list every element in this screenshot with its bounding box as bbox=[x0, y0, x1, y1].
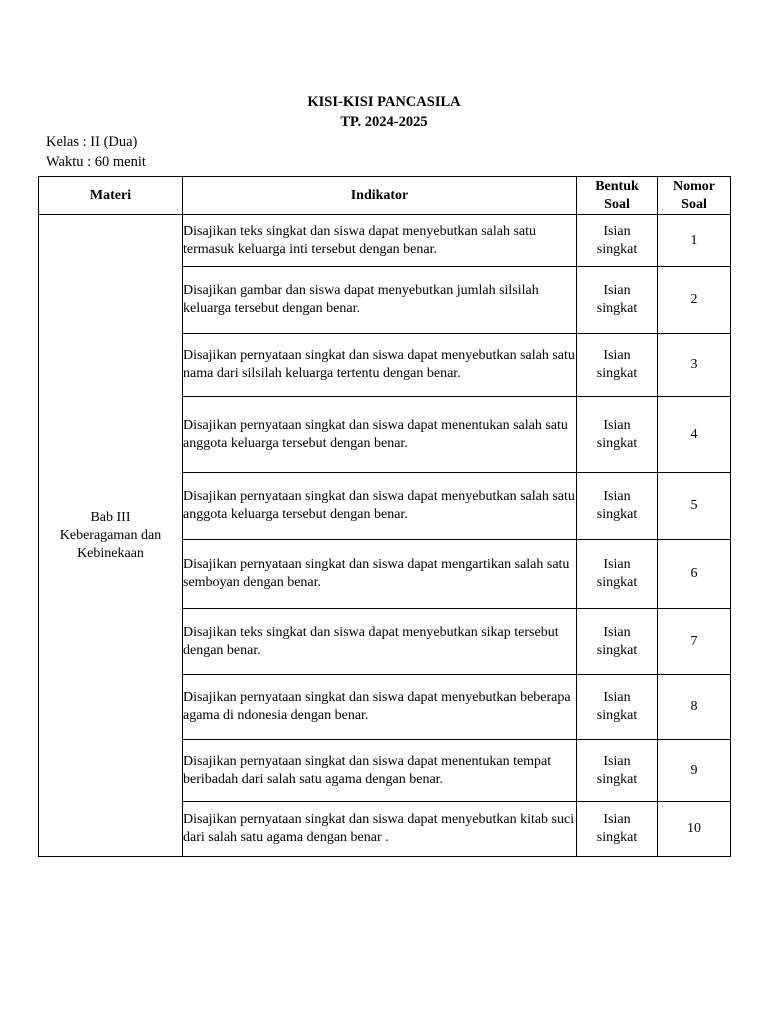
nomor-cell: 8 bbox=[658, 675, 731, 740]
header-indikator: Indikator bbox=[183, 177, 577, 215]
nomor-cell: 5 bbox=[658, 473, 731, 540]
bentuk-line1: Isian bbox=[603, 223, 631, 239]
bentuk-line1: Isian bbox=[603, 690, 631, 705]
indikator-cell: Disajikan pernyataan singkat dan siswa dapat menyebutkan salah satu anggota keluarga tersebut dengan benar. bbox=[183, 473, 577, 540]
indikator-cell: Disajikan pernyataan singkat dan siswa dapat menyebutkan beberapa agama di ndonesia dengan benar. bbox=[183, 675, 577, 740]
bentuk-line1: Isian bbox=[603, 812, 631, 827]
header-nomor-line1: Nomor bbox=[673, 178, 715, 194]
indikator-cell: Disajikan pernyataan singkat dan siswa dapat mengartikan salah satu semboyan dengan benar. bbox=[183, 540, 577, 609]
bentuk-cell bbox=[577, 609, 658, 675]
bentuk-line1: Isian bbox=[603, 417, 631, 433]
bentuk-line2: singkat bbox=[596, 708, 638, 723]
bentuk-line2: singkat bbox=[596, 830, 638, 845]
bentuk-line1: Isian bbox=[603, 557, 631, 572]
bentuk-line1: Isian bbox=[603, 283, 631, 298]
nomor-cell: 9 bbox=[658, 740, 731, 802]
nomor-cell: 7 bbox=[658, 609, 731, 675]
document-year: TP. 2024-2025 bbox=[340, 114, 428, 130]
bentuk-line1: Isian bbox=[603, 348, 631, 363]
bentuk-cell bbox=[577, 540, 658, 609]
kisi-kisi-table bbox=[38, 176, 731, 857]
bentuk-line1: Isian bbox=[603, 753, 631, 769]
materi-line1: Bab III bbox=[90, 509, 131, 525]
header-materi: Materi bbox=[39, 177, 183, 215]
bentuk-line2: singkat bbox=[596, 642, 638, 658]
materi-cell bbox=[39, 215, 183, 857]
indikator-cell: Disajikan pernyataan singkat dan siswa dapat menentukan tempat beribadah dari salah satu agama dengan benar. bbox=[183, 740, 577, 802]
indikator-cell: Disajikan pernyataan singkat dan siswa dapat menentukan salah satu anggota keluarga tersebut dengan benar. bbox=[183, 397, 577, 473]
bentuk-cell bbox=[577, 473, 658, 540]
nomor-cell: 4 bbox=[658, 397, 731, 473]
indikator-cell: Disajikan pernyataan singkat dan siswa dapat menyebutkan kitab suci dari salah satu agama dengan benar . bbox=[183, 802, 577, 857]
bentuk-line2: singkat bbox=[596, 435, 638, 451]
bentuk-cell bbox=[577, 397, 658, 473]
bentuk-line2: singkat bbox=[596, 575, 638, 590]
materi-line2: Keberagaman dan bbox=[59, 527, 162, 543]
header-nomor-line2: Soal bbox=[681, 196, 707, 212]
nomor-cell: 10 bbox=[658, 802, 731, 857]
bentuk-line2: singkat bbox=[596, 301, 638, 316]
indikator-cell: Disajikan gambar dan siswa dapat menyebutkan jumlah silsilah keluarga tersebut dengan benar. bbox=[183, 267, 577, 334]
nomor-cell: 6 bbox=[658, 540, 731, 609]
class-info: Kelas : II (Dua) bbox=[46, 134, 138, 150]
time-info: Waktu : 60 menit bbox=[46, 154, 146, 170]
bentuk-line1: Isian bbox=[603, 624, 631, 640]
indikator-cell: Disajikan pernyataan singkat dan siswa dapat menyebutkan salah satu nama dari silsilah keluarga tertentu dengan benar. bbox=[183, 334, 577, 397]
bentuk-cell bbox=[577, 740, 658, 802]
bentuk-cell bbox=[577, 334, 658, 397]
indikator-cell: Disajikan teks singkat dan siswa dapat menyebutkan salah satu termasuk keluarga inti tersebut dengan benar. bbox=[183, 215, 577, 267]
nomor-cell: 1 bbox=[658, 215, 731, 267]
bentuk-line2: singkat bbox=[596, 771, 638, 787]
nomor-cell: 3 bbox=[658, 334, 731, 397]
bentuk-line2: singkat bbox=[596, 366, 638, 381]
materi-line3: Kebinekaan bbox=[77, 545, 144, 561]
bentuk-cell bbox=[577, 215, 658, 267]
header-bentuk-line2: Soal bbox=[604, 196, 630, 212]
header-nomor-soal bbox=[658, 177, 731, 215]
bentuk-line1: Isian bbox=[603, 489, 631, 504]
indikator-cell: Disajikan teks singkat dan siswa dapat menyebutkan sikap tersebut dengan benar. bbox=[183, 609, 577, 675]
bentuk-cell bbox=[577, 267, 658, 334]
header-bentuk-line1: Bentuk bbox=[595, 178, 639, 194]
table-row bbox=[39, 215, 731, 267]
table-body bbox=[39, 215, 731, 857]
table-header-row bbox=[39, 177, 731, 215]
bentuk-cell bbox=[577, 802, 658, 857]
bentuk-cell bbox=[577, 675, 658, 740]
bentuk-line2: singkat bbox=[596, 507, 638, 522]
bentuk-line2: singkat bbox=[596, 241, 638, 257]
nomor-cell: 2 bbox=[658, 267, 731, 334]
header-bentuk-soal bbox=[577, 177, 658, 215]
document-title: KISI-KISI PANCASILA bbox=[307, 94, 461, 110]
